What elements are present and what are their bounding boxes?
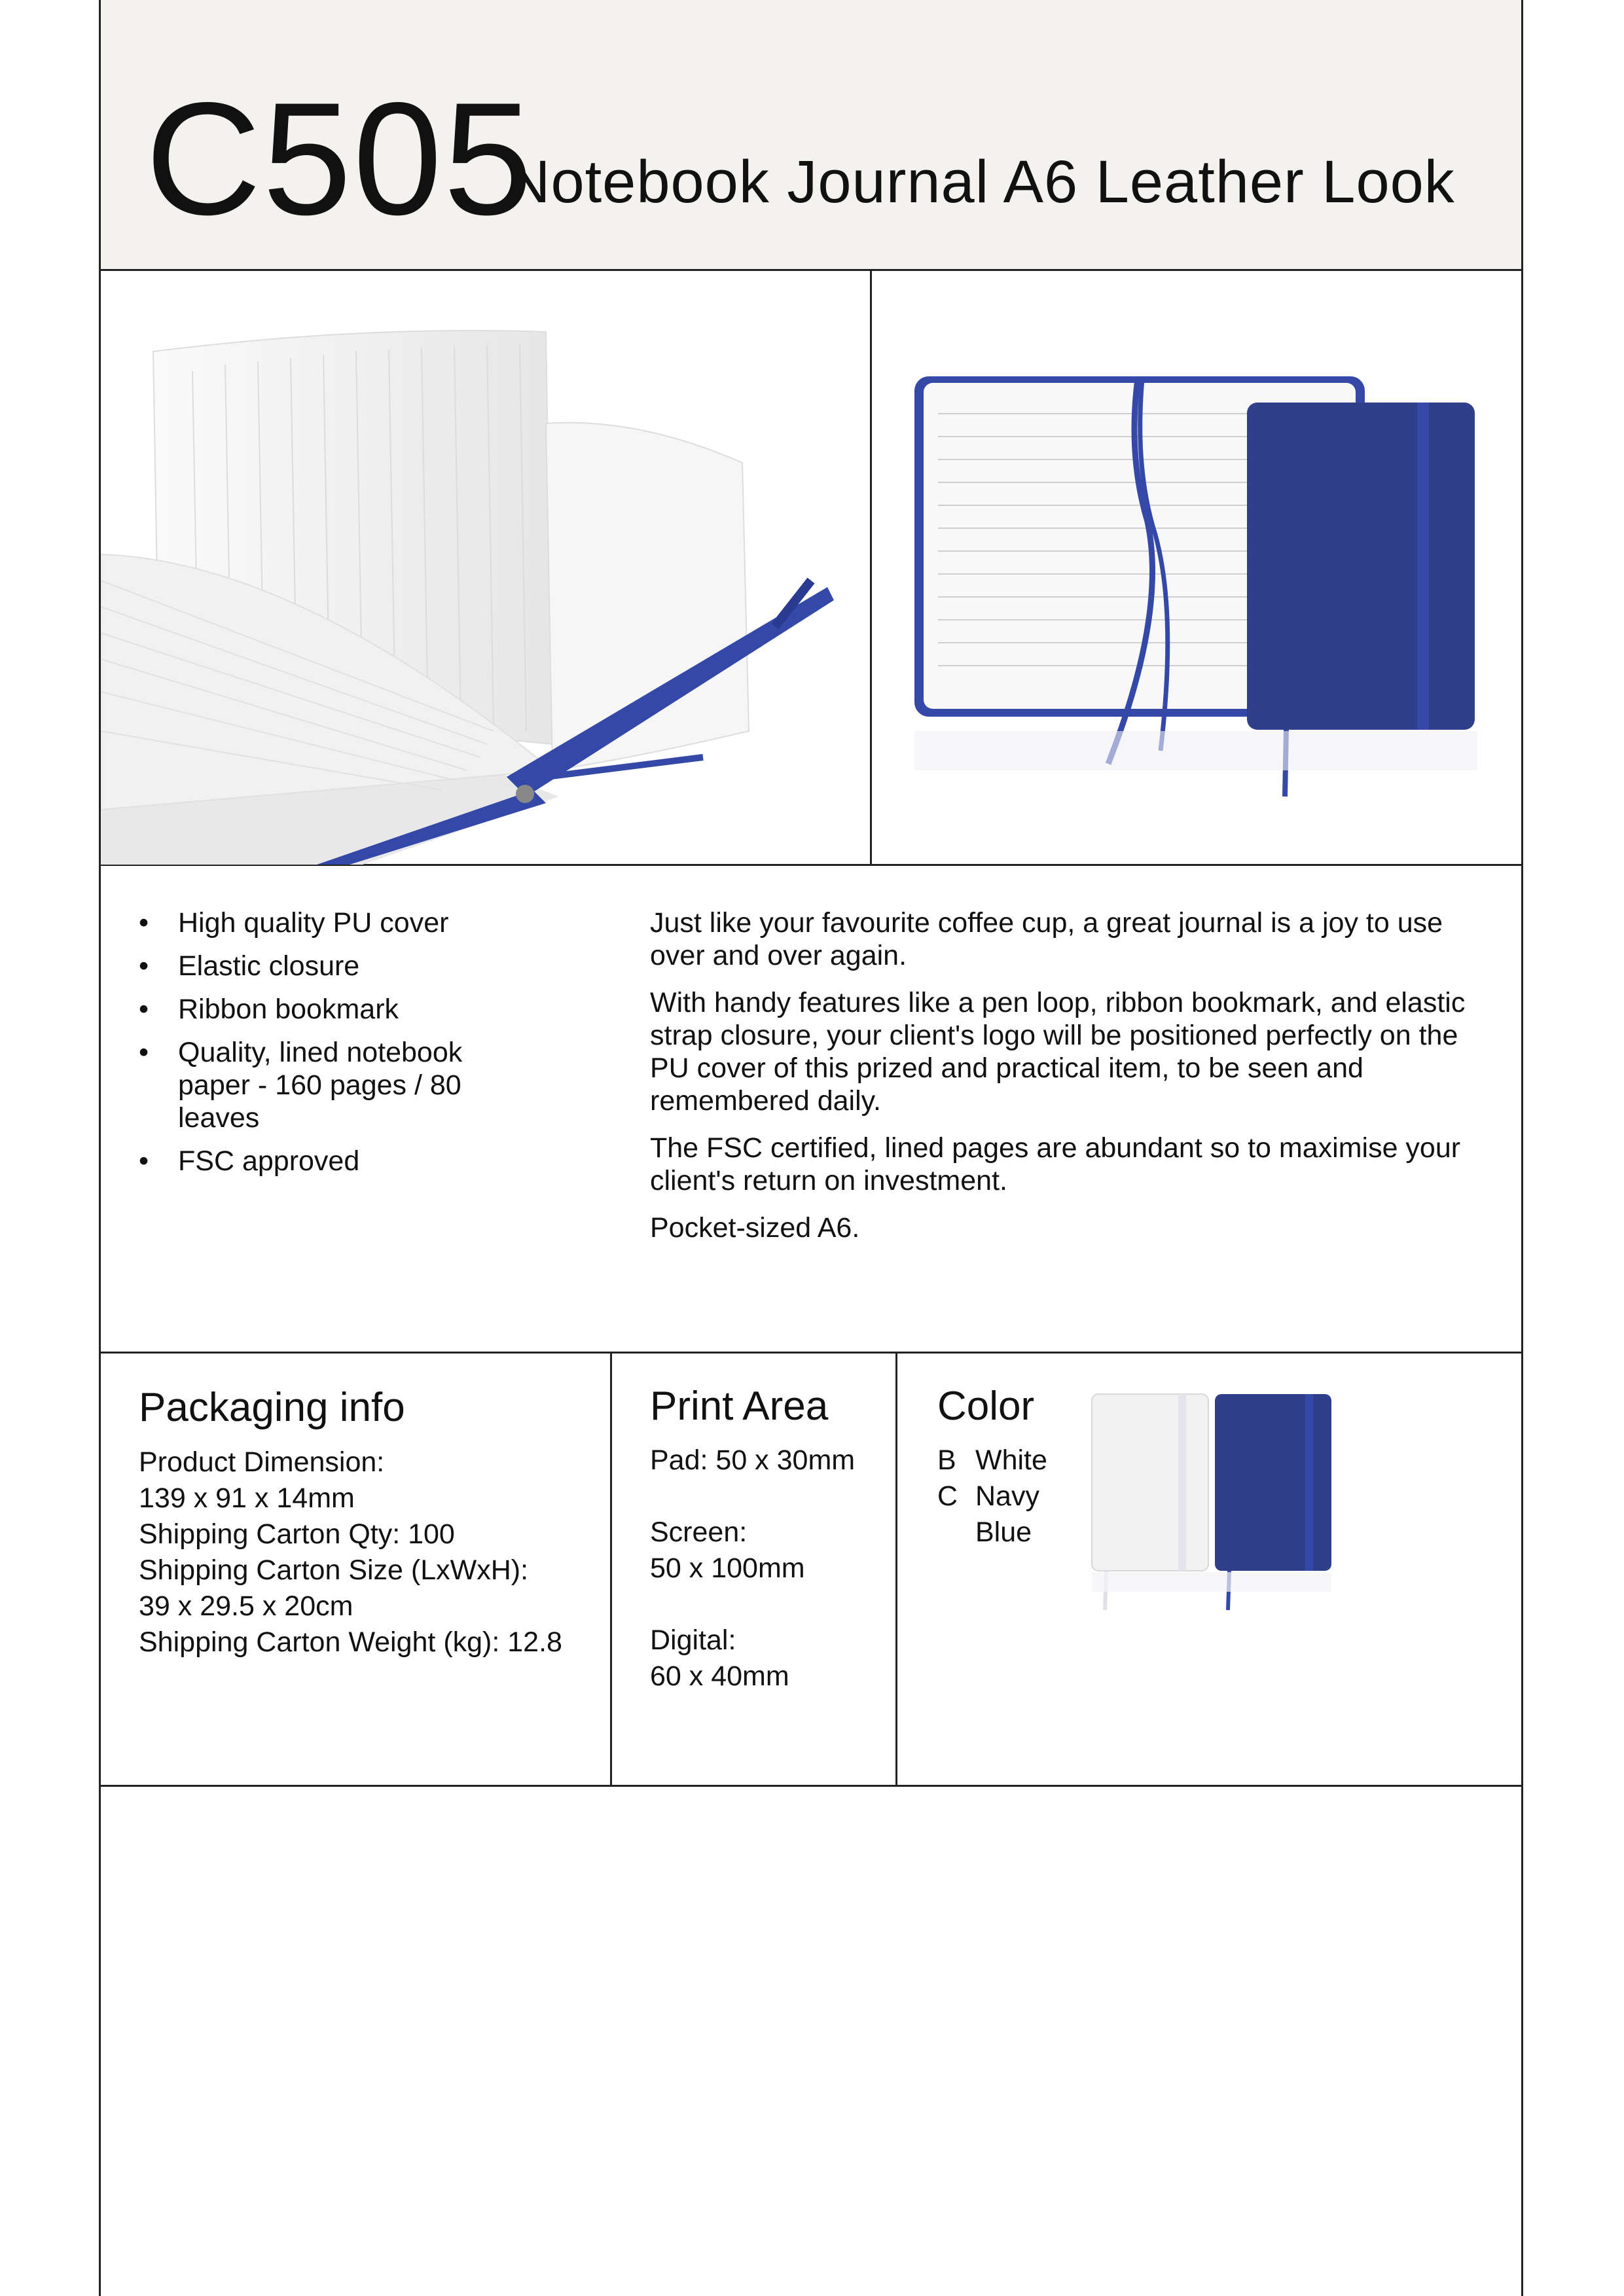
print-area-text: Pad: 50 x 30mm Screen: 50 x 100mm Digital: 60 x 40mm xyxy=(650,1444,856,1692)
description-paragraph: Just like your favourite coffee cup, a great journal is a joy to use over and over again. xyxy=(650,907,1443,971)
color-name: White xyxy=(975,1444,1047,1476)
info-divider-1 xyxy=(610,1352,612,1787)
description-paragraph: The FSC certified, lined pages are abundant so to maximise your client's return on investment. xyxy=(650,1132,1461,1196)
color-title: Color xyxy=(937,1384,1035,1429)
feature-item: • High quality PU cover xyxy=(139,906,505,939)
info-divider-2 xyxy=(895,1352,897,1787)
header-band xyxy=(101,0,1521,271)
color-code: B xyxy=(937,1444,956,1476)
feature-list xyxy=(139,906,505,1188)
open-notebook-image xyxy=(101,273,870,865)
description-paragraph: With handy features like a pen loop, ribbon bookmark, and elastic strap closure, your client's logo will be positioned perfectly on the PU cover of this prized and practical item, to be seen and remembered daily. xyxy=(650,987,1466,1117)
feature-item: • Ribbon bookmark xyxy=(139,993,505,1026)
description-paragraph: Pocket-sized A6. xyxy=(650,1212,860,1244)
feature-item: • Elastic closure xyxy=(139,950,505,982)
product-description xyxy=(650,906,1491,1259)
packaging-text: Product Dimension: 139 x 91 x 14mm Shipping Carton Qty: 100 Shipping Carton Size (LxWxH): 39 x 29.5 x 20cm Shipping Carton Weight (kg): 12.8 xyxy=(139,1446,562,1658)
feature-item: • FSC approved xyxy=(139,1145,505,1177)
color-option-white xyxy=(937,1443,1074,1479)
feature-item: • Quality, lined notebook paper - 160 pages / 80 leaves xyxy=(139,1036,505,1134)
notebook-open-and-closed-image xyxy=(873,273,1521,865)
product-code: C505 xyxy=(145,69,534,248)
product-title: Notebook Journal A6 Leather Look xyxy=(507,149,1455,215)
color-swatch-image xyxy=(1087,1388,1335,1617)
divider-description xyxy=(101,1352,1521,1354)
print-area-title: Print Area xyxy=(650,1384,829,1429)
color-name: Navy Blue xyxy=(975,1480,1039,1548)
image-divider xyxy=(870,271,872,865)
color-option-navy xyxy=(937,1479,1074,1551)
color-code: C xyxy=(937,1480,958,1512)
packaging-title: Packaging info xyxy=(139,1385,405,1430)
divider-info xyxy=(101,1785,1521,1787)
